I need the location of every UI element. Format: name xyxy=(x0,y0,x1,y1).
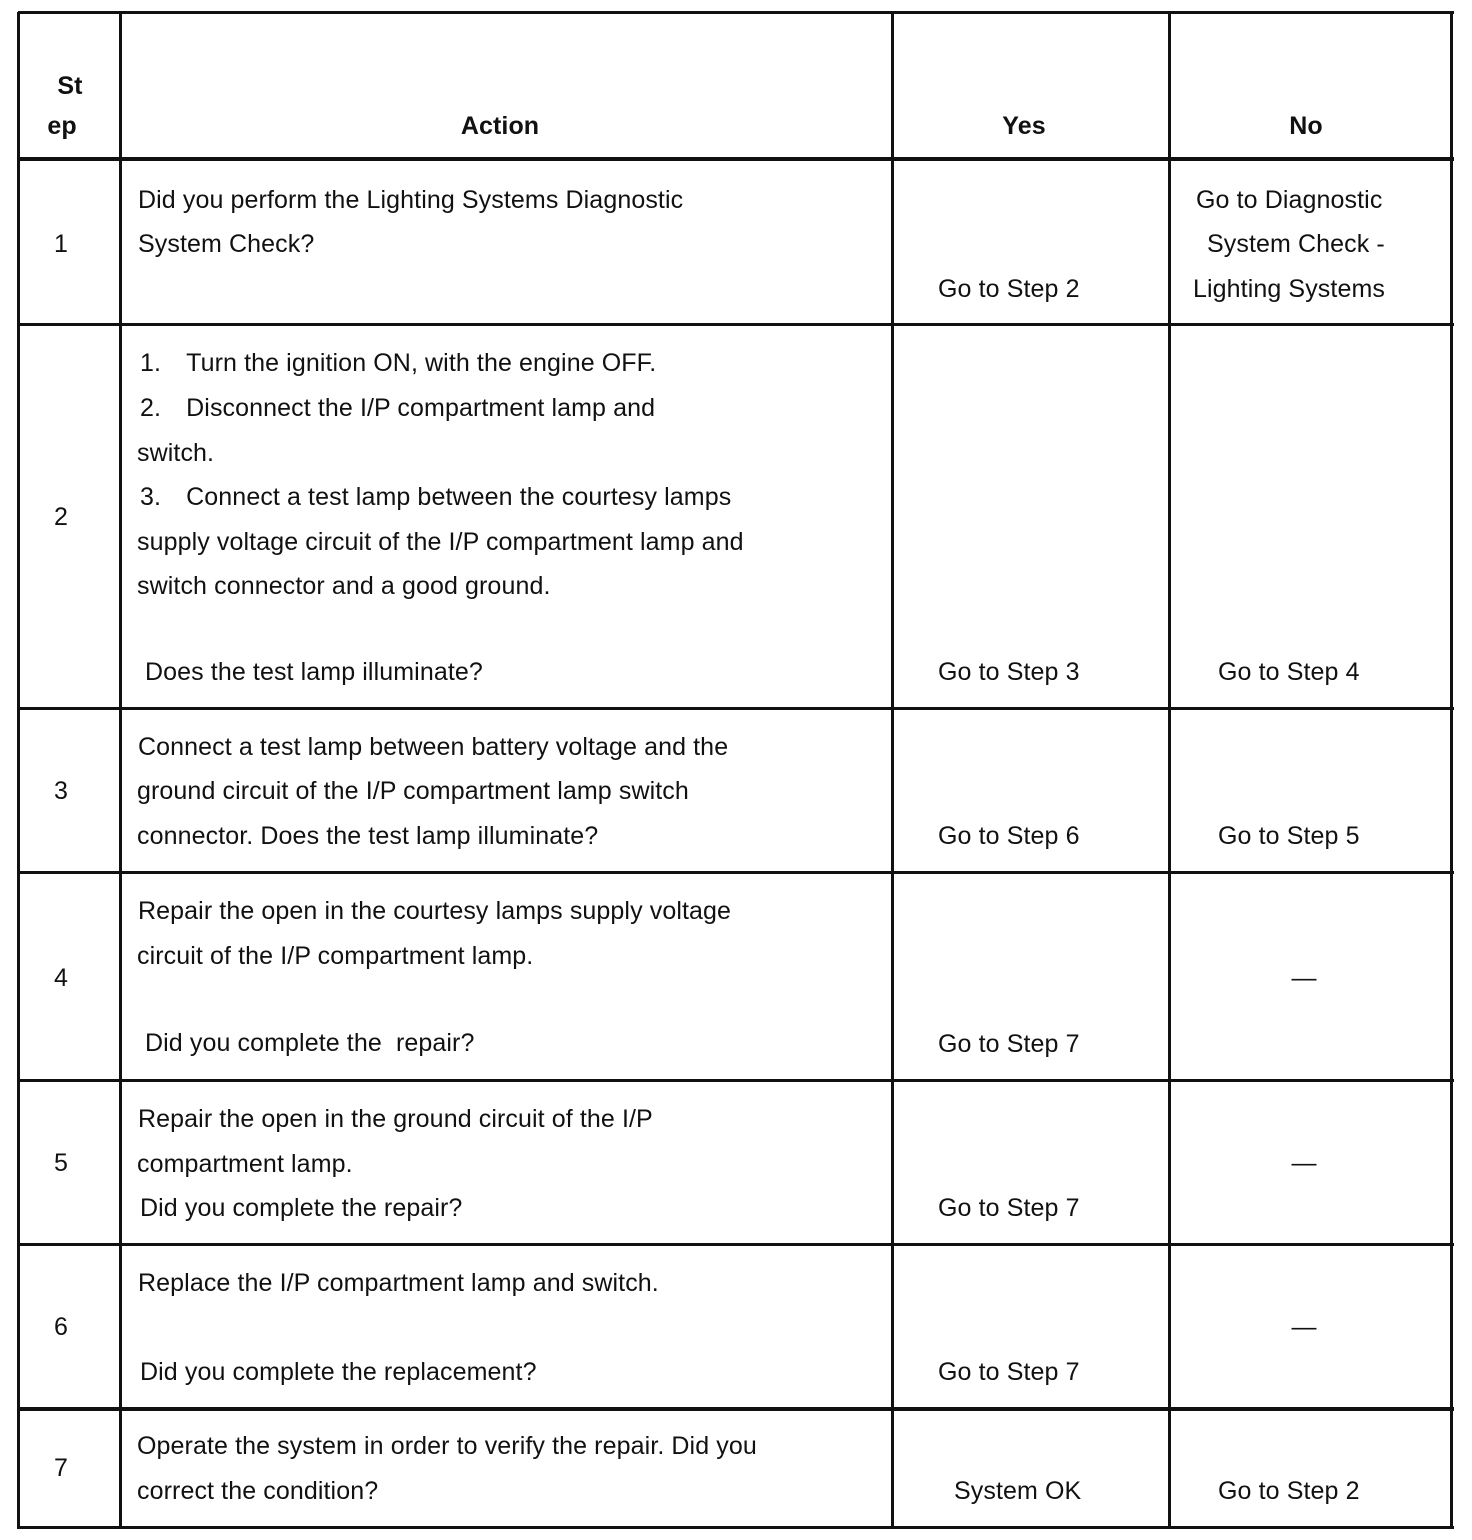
action-text: correct the condition? xyxy=(137,1477,379,1505)
action-text: 2. Disconnect the I/P compartment lamp and xyxy=(140,394,656,422)
step-number: 2 xyxy=(54,503,69,531)
no-result: — xyxy=(1291,1313,1317,1341)
table-border-bottom xyxy=(18,1526,1454,1529)
action-question: Does the test lamp illuminate? xyxy=(145,658,483,686)
row-rule xyxy=(18,1079,1454,1082)
action-text: Replace the I/P compartment lamp and switch. xyxy=(138,1269,659,1297)
yes-result: Go to Step 7 xyxy=(938,1194,1080,1222)
no-result: — xyxy=(1291,964,1317,992)
header-no: No xyxy=(1289,112,1323,140)
action-text: switch connector and a good ground. xyxy=(137,572,551,600)
no-result: Go to Step 4 xyxy=(1218,658,1360,686)
row-rule xyxy=(18,1407,1454,1411)
row-rule xyxy=(18,871,1454,874)
column-rule xyxy=(1168,12,1171,1529)
action-question: Did you complete the repair? xyxy=(140,1194,463,1222)
header-step-line1: St xyxy=(57,72,83,100)
no-result: — xyxy=(1291,1149,1317,1177)
step-number: 1 xyxy=(54,230,69,258)
header-rule xyxy=(18,157,1454,161)
action-text: ground circuit of the I/P compartment lamp switch xyxy=(137,777,689,805)
action-text: compartment lamp. xyxy=(137,1150,353,1178)
yes-result: Go to Step 6 xyxy=(938,822,1080,850)
action-text: Operate the system in order to verify the repair. Did you xyxy=(137,1432,757,1460)
yes-result: Go to Step 3 xyxy=(938,658,1080,686)
action-question: Did you complete the replacement? xyxy=(140,1358,537,1386)
action-text: supply voltage circuit of the I/P compartment lamp and xyxy=(137,528,744,556)
action-text: Repair the open in the ground circuit of the I/P xyxy=(138,1105,653,1133)
row-rule xyxy=(18,323,1454,326)
no-result: Lighting Systems xyxy=(1193,275,1385,303)
row-rule xyxy=(18,707,1454,710)
action-text: Connect a test lamp between battery voltage and the xyxy=(138,733,729,761)
table-border-top xyxy=(18,11,1454,14)
header-step-line2: ep xyxy=(47,112,77,140)
action-text: circuit of the I/P compartment lamp. xyxy=(137,942,534,970)
no-result: System Check - xyxy=(1207,230,1385,258)
table-border-left xyxy=(17,12,20,1529)
table-border-right xyxy=(1450,12,1453,1529)
header-yes: Yes xyxy=(1002,112,1046,140)
action-text: switch. xyxy=(137,439,215,467)
row-rule xyxy=(18,1243,1454,1246)
yes-result: Go to Step 7 xyxy=(938,1030,1080,1058)
yes-result: Go to Step 7 xyxy=(938,1358,1080,1386)
step-number: 3 xyxy=(54,777,69,805)
action-text: Did you perform the Lighting Systems Diagnostic xyxy=(138,186,684,214)
action-text: System Check? xyxy=(138,230,315,258)
action-text: 3. Connect a test lamp between the courtesy lamps xyxy=(140,483,732,511)
header-action: Action xyxy=(460,112,540,140)
yes-result: System OK xyxy=(954,1477,1082,1505)
step-number: 7 xyxy=(54,1454,69,1482)
action-text: connector. Does the test lamp illuminate? xyxy=(137,822,599,850)
step-number: 5 xyxy=(54,1149,69,1177)
no-result: Go to Step 2 xyxy=(1218,1477,1360,1505)
step-number: 4 xyxy=(54,964,69,992)
yes-result: Go to Step 2 xyxy=(938,275,1080,303)
action-question: Did you complete the repair? xyxy=(145,1029,475,1057)
action-text: Repair the open in the courtesy lamps supply voltage xyxy=(138,897,732,925)
column-rule xyxy=(891,12,894,1529)
action-text: 1. Turn the ignition ON, with the engine OFF. xyxy=(140,349,657,377)
step-number: 6 xyxy=(54,1313,69,1341)
no-result: Go to Step 5 xyxy=(1218,822,1360,850)
no-result: Go to Diagnostic xyxy=(1196,186,1383,214)
column-rule xyxy=(119,12,122,1529)
